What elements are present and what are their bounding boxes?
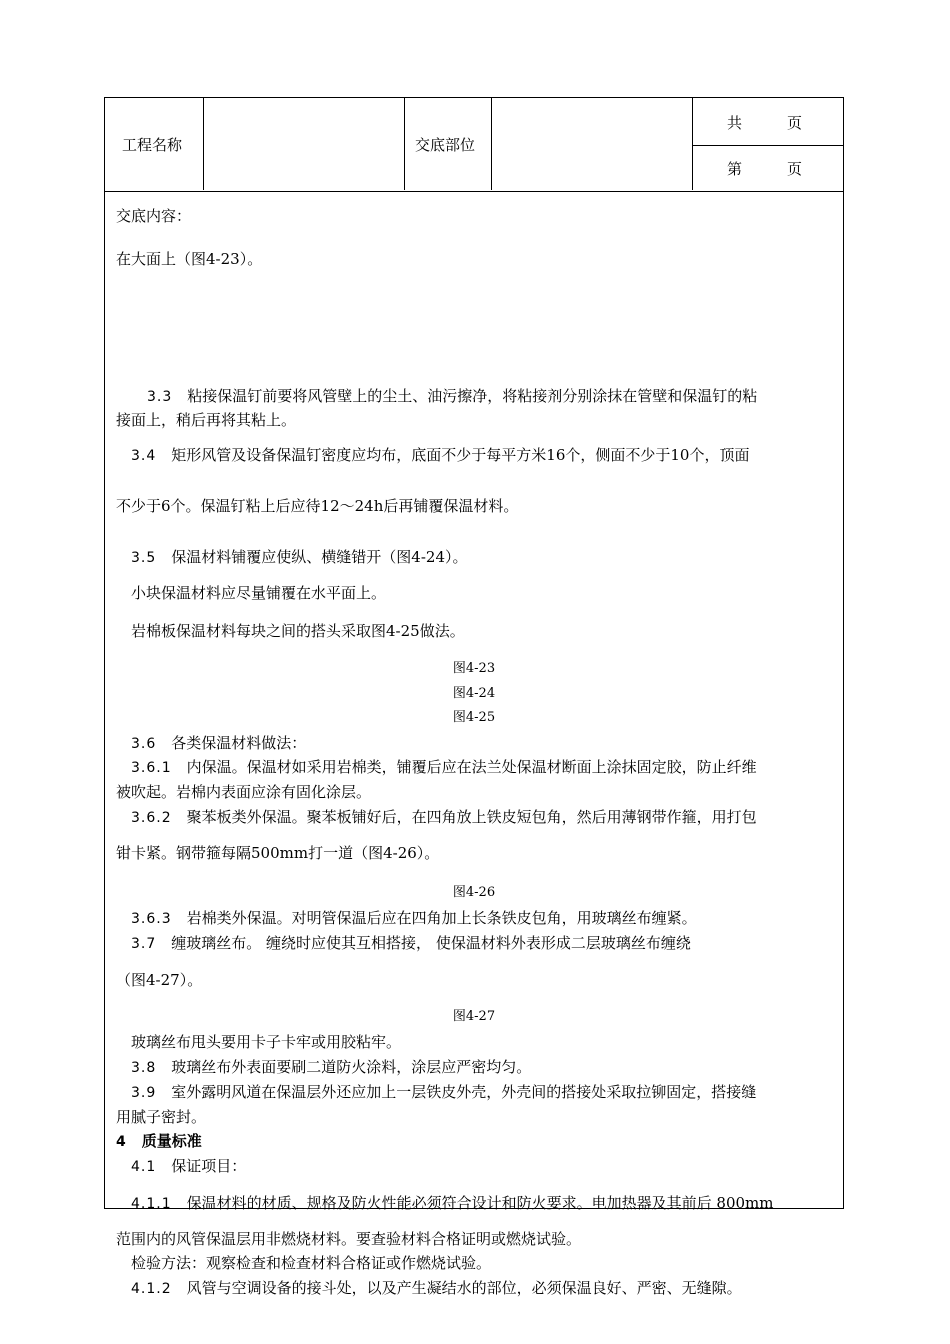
text-line: 3.5 保温材料铺覆应使纵、横缝错开（图4-24）。 xyxy=(131,548,468,566)
text-line: 检验方法：观察检查和检查材料合格证或作燃烧试验。 xyxy=(131,1254,492,1272)
section-number: 3.9 xyxy=(131,1085,157,1101)
figure-caption: 图4-25 xyxy=(452,710,496,725)
text-line: 3.6.3 岩棉类外保温。对明管保温后应在四角加上长条铁皮包角，用玻璃丝布缠紧。 xyxy=(131,909,697,927)
section-number: 3.7 xyxy=(131,936,157,952)
section-number: 4 xyxy=(116,1134,127,1150)
section-number: 3.6.3 xyxy=(131,911,172,927)
figure-caption: 图4-26 xyxy=(452,885,496,900)
divider xyxy=(203,98,204,190)
text-line: 被吹起。岩棉内表面应涂有固化涂层。 xyxy=(116,783,372,801)
total-pages: 共 页 xyxy=(727,114,803,132)
text-line: 用腻子密封。 xyxy=(116,1108,207,1126)
text-line: 接面上，稍后再将其粘上。 xyxy=(116,411,297,429)
text-line: 范围内的风管保温层用非燃烧材料。要查验材料合格证明或燃烧试验。 xyxy=(116,1230,582,1248)
section-number: 3.6.2 xyxy=(131,810,172,826)
text-line: 在大面上（图4-23）。 xyxy=(116,250,263,268)
text-line: 3.3 粘接保温钉前要将风管壁上的尘土、油污擦净，将粘接剂分别涂抹在管壁和保温钉的粘 xyxy=(147,387,758,405)
text-line: 钳卡紧。钢带箍每隔500mm打一道（图4-26）。 xyxy=(116,844,440,862)
text-line: 4.1.2 风管与空调设备的接斗处，以及产生凝结水的部位，必须保温良好、严密、无缝隙。 xyxy=(131,1279,742,1297)
figure-caption: 图4-23 xyxy=(452,661,496,676)
section-number: 3.5 xyxy=(131,550,157,566)
disclosure-form xyxy=(104,97,844,1297)
text-line: 3.6.1 内保温。保温材如采用岩棉类，铺覆后应在法兰处保温材断面上涂抹固定胶，防止纤维 xyxy=(131,758,757,776)
text-line: 3.9 室外露明风道在保温层外还应加上一层铁皮外壳，外壳间的搭接处采取拉铆固定，搭接缝 xyxy=(131,1083,757,1101)
section-number: 4.1 xyxy=(131,1159,157,1175)
figure-caption: 图4-24 xyxy=(452,686,496,701)
text-line: 3.8 玻璃丝布外表面要刷二道防火涂料，涂层应严密均匀。 xyxy=(131,1058,532,1076)
text-line: 3.4 矩形风管及设备保温钉密度应均布，底面不少于每平方米16个，侧面不少于10个，顶面 xyxy=(131,446,750,464)
divider xyxy=(404,98,405,190)
page-number: 第 页 xyxy=(727,160,803,178)
text-line: 4.1 保证项目： xyxy=(131,1157,247,1175)
section-heading: 4 质量标准 xyxy=(116,1132,202,1150)
text-line: 3.6 各类保温材料做法： xyxy=(131,734,307,752)
content-body xyxy=(105,192,843,1297)
section-number: 3.6.1 xyxy=(131,760,172,776)
section-number: 4.1.2 xyxy=(131,1281,172,1297)
text-line: 不少于6个。保温钉粘上后应待12～24h后再铺覆保温材料。 xyxy=(116,497,519,515)
section-number: 3.6 xyxy=(131,736,157,752)
text-line: 3.6.2 聚苯板类外保温。聚苯板铺好后，在四角放上铁皮短包角，然后用薄钢带作箍，用打包 xyxy=(131,808,757,826)
text-line: （图4-27）。 xyxy=(116,971,203,989)
text-line: 岩棉板保温材料每块之间的搭头采取图4-25做法。 xyxy=(131,622,465,640)
section-number: 4.1.1 xyxy=(131,1196,172,1212)
text-line: 小块保温材料应尽量铺覆在水平面上。 xyxy=(131,584,387,602)
text-line: 3.7 缠玻璃丝布。 缠绕时应使其互相搭接， 使保温材料外表形成二层玻璃丝布缠绕 xyxy=(131,934,691,952)
project-name-label: 工程名称 xyxy=(122,136,183,154)
figure-caption: 图4-27 xyxy=(452,1009,496,1024)
section-number: 3.4 xyxy=(131,448,157,464)
divider xyxy=(491,98,492,190)
text-line: 4.1.1 保温材料的材质、规格及防火性能必须符合设计和防火要求。电加热器及其前后 800mm xyxy=(131,1194,774,1212)
location-label: 交底部位 xyxy=(415,136,476,154)
form-header xyxy=(105,98,843,192)
section-number: 3.3 xyxy=(147,389,173,405)
divider xyxy=(692,145,843,146)
divider xyxy=(692,98,693,190)
content-label: 交底内容： xyxy=(116,207,192,225)
section-number: 3.8 xyxy=(131,1060,157,1076)
text-line: 玻璃丝布甩头要用卡子卡牢或用胶粘牢。 xyxy=(131,1033,402,1051)
